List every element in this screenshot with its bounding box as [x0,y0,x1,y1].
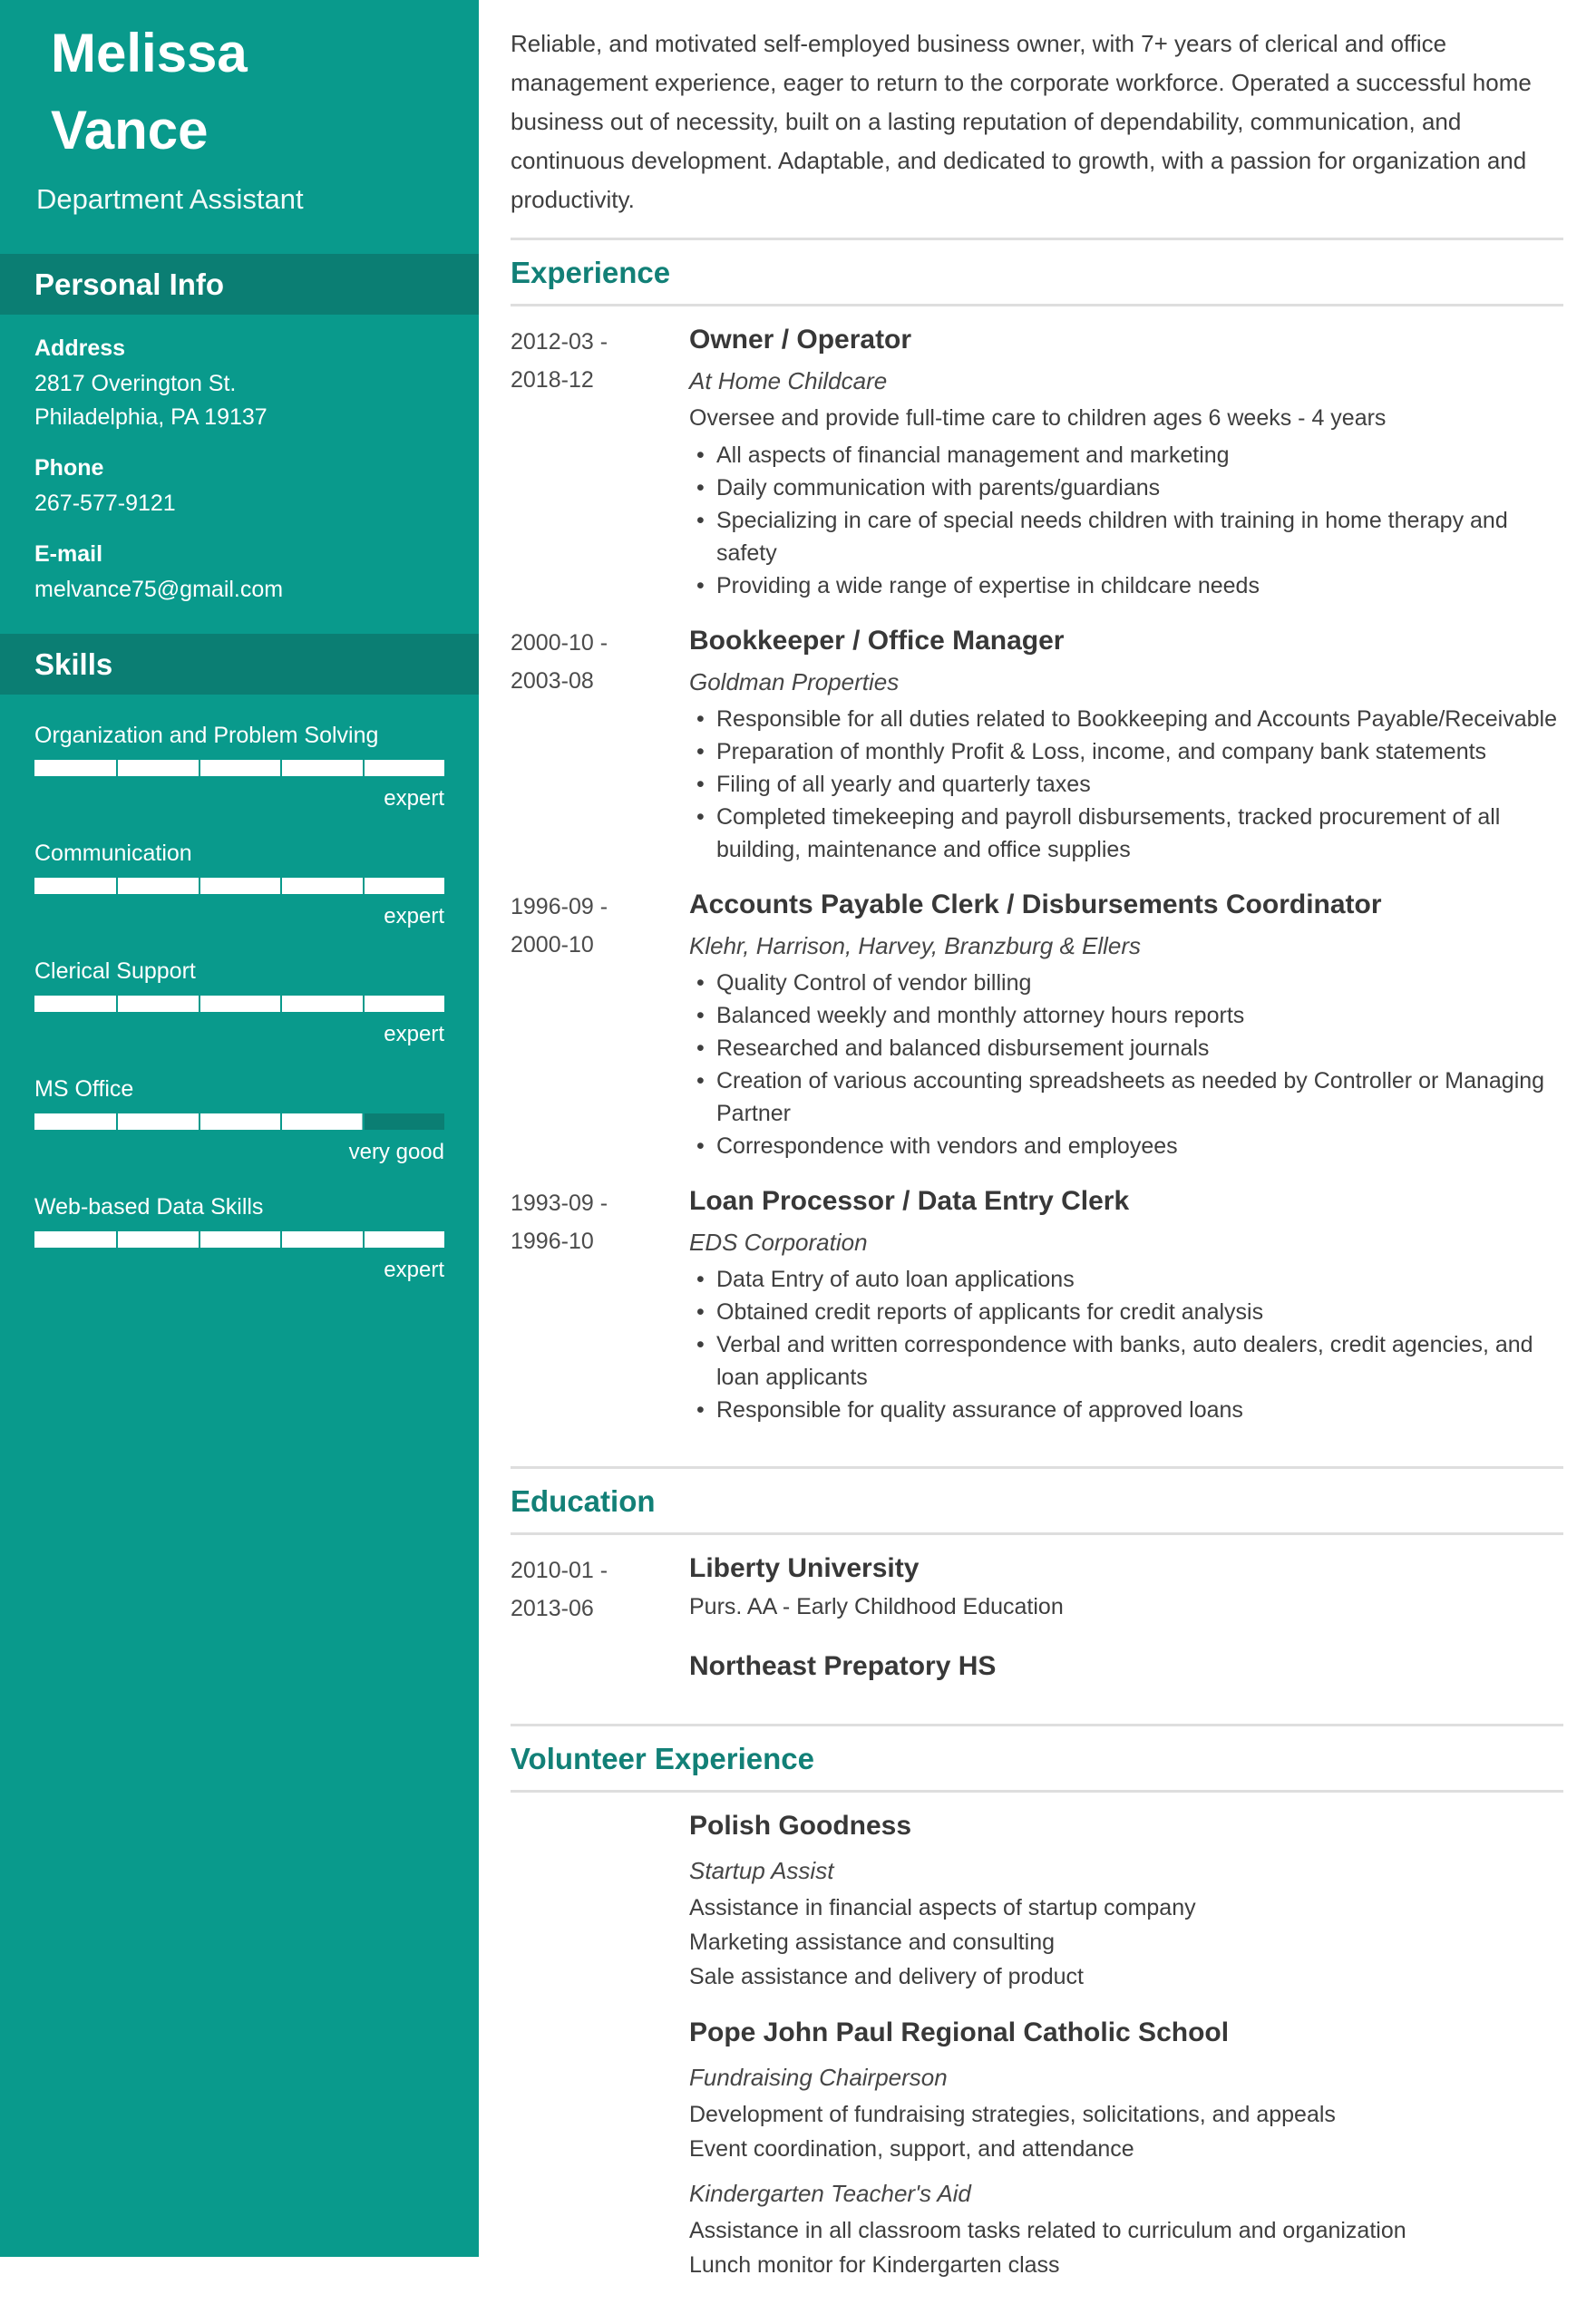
volunteer-role: Kindergarten Teacher's Aid [689,2180,971,2207]
volunteer-role: Startup Assist [689,1857,834,1884]
volunteer-entries [511,1809,1563,2304]
entry-date-range [511,323,689,602]
volunteer-activity: Marketing assistance and consulting [689,1930,1056,1955]
section-divider [511,304,1563,306]
education-section-heading: Education [511,1484,656,1518]
volunteer-role-block [689,2177,1563,2282]
skill-level-bar [34,878,444,894]
volunteer-role-lines [689,2097,1563,2166]
skill-item [34,840,444,930]
section-divider [511,1532,1563,1535]
skill-level-bar [34,760,444,776]
entry-bullet: • Responsible for all duties related to Bookkeeping and Accounts Payable/Receivable [689,703,1563,735]
candidate-name [0,0,479,169]
entry-job-title: Owner / Operator [689,325,912,355]
volunteer-role-lines [689,1891,1563,1994]
personal-info-label: Address [34,335,126,361]
entry-date-range [511,1809,689,1994]
personal-info-label: E-mail [34,541,103,567]
entry-bullet: • Quality Control of vendor billing [689,967,1563,999]
personal-info-values [34,573,444,607]
volunteer-activity: Lunch monitor for Kindergarten class [689,2252,1060,2278]
education-section [511,1466,1563,1706]
entry-bullet: • Data Entry of auto loan applications [689,1263,1563,1296]
entry-bullet-list [689,967,1563,1162]
entry-school-name: Liberty University [689,1553,920,1583]
entry-school-name: Northeast Prepatory HS [689,1651,997,1681]
volunteer-roles [689,2061,1563,2282]
entry-date-start: 2012-03 - [511,329,608,355]
skill-level-bar [34,1113,444,1130]
entry-bullet: • Filing of all yearly and quarterly taxes [689,768,1563,801]
entry-job-title: Loan Processor / Data Entry Clerk [689,1186,1130,1216]
volunteer-activity: Assistance in all classroom tasks related to curriculum and organization [689,2218,1406,2243]
personal-info-value: 2817 Overington St. [34,371,237,396]
experience-entry [511,624,1563,866]
entry-job-title: Accounts Payable Clerk / Disbursements Coordinator [689,890,1382,919]
entry-date-start: 1993-09 - [511,1191,608,1216]
personal-info-section [0,335,479,607]
skill-level-bar [34,996,444,1012]
entry-date-range [511,1184,689,1426]
skill-item [34,958,444,1048]
volunteer-roles [689,1854,1563,1994]
entry-bullet: • Specializing in care of special needs children with training in home therapy and safety [689,504,1563,569]
entry-body [689,1809,1563,1994]
education-entries [511,1551,1563,1706]
main-column [479,0,1596,2304]
entry-date-end: 2000-10 [511,932,594,958]
entry-description: Oversee and provide full-time care to children ages 6 weeks - 4 years [689,405,1387,431]
skill-level-bar [34,1231,444,1248]
entry-date-range [511,624,689,866]
entry-body [689,1649,1563,1684]
volunteer-section-heading: Volunteer Experience [511,1742,815,1775]
entry-bullet: • Correspondence with vendors and employees [689,1130,1563,1162]
skill-level-label: very good [348,1140,444,1164]
entry-body [689,1551,1563,1628]
entry-bullet: • Verbal and written correspondence with banks, auto dealers, credit agencies, and loan applicants [689,1328,1563,1394]
skill-item [34,1193,444,1284]
skills-section [0,722,479,1284]
entry-company: At Home Childcare [689,367,888,394]
entry-date-range [511,2016,689,2282]
volunteer-entry [511,2016,1563,2282]
entry-bullet-list [689,703,1563,866]
skill-item [34,722,444,812]
section-divider [511,238,1563,240]
candidate-last-name: Vance [51,100,209,160]
volunteer-activity: Assistance in financial aspects of startup company [689,1895,1196,1920]
entry-body [689,323,1563,602]
entry-date-range [511,1649,689,1684]
entry-date-end: 2003-08 [511,668,594,694]
personal-info-values [34,367,444,434]
entry-date-end: 2018-12 [511,367,594,393]
experience-section [511,238,1563,1448]
entry-degree: Purs. AA - Early Childhood Education [689,1594,1064,1619]
entry-company: EDS Corporation [689,1229,868,1256]
volunteer-entry [511,1809,1563,1994]
entry-date-range [511,1551,689,1628]
skill-name: Communication [34,841,192,866]
experience-section-heading: Experience [511,256,671,289]
personal-info-value: Philadelphia, PA 19137 [34,404,268,430]
experience-entry [511,323,1563,602]
volunteer-activity: Event coordination, support, and attendance [689,2136,1134,2162]
skill-name: MS Office [34,1076,134,1102]
education-entry [511,1551,1563,1628]
education-entry [511,1649,1563,1684]
volunteer-organization: Polish Goodness [689,1811,912,1841]
experience-entries [511,323,1563,1448]
entry-bullet-list [689,1263,1563,1426]
entry-bullet: • Creation of various accounting spreadsheets as needed by Controller or Managing Partner [689,1065,1563,1130]
entry-body [689,2016,1563,2282]
entry-company: Goldman Properties [689,668,900,695]
entry-bullet: • Completed timekeeping and payroll disbursements, tracked procurement of all building, maintenance and office supplies [689,801,1563,866]
personal-info-value: melvance75@gmail.com [34,577,284,602]
personal-info-field [34,335,444,434]
volunteer-role-block [689,2061,1563,2166]
section-divider [511,1724,1563,1726]
personal-info-heading: Personal Info [0,254,479,315]
section-divider [511,1790,1563,1793]
entry-body [689,1184,1563,1426]
skills-heading: Skills [0,634,479,695]
entry-bullet: • Researched and balanced disbursement journals [689,1032,1563,1065]
experience-entry [511,888,1563,1162]
skill-name: Web-based Data Skills [34,1194,264,1220]
candidate-job-title: Department Assistant [36,183,304,215]
skill-level-label: expert [384,1258,444,1282]
volunteer-role: Fundraising Chairperson [689,2064,948,2091]
entry-date-start: 1996-09 - [511,894,608,919]
entry-date-start: 2000-10 - [511,630,608,656]
entry-date-start: 2010-01 - [511,1558,608,1583]
skill-name: Clerical Support [34,958,196,984]
skill-level-label: expert [384,1022,444,1046]
experience-entry [511,1184,1563,1426]
skill-level-label: expert [384,786,444,811]
volunteer-role-lines [689,2213,1563,2282]
entry-job-title: Bookkeeper / Office Manager [689,626,1065,656]
volunteer-activity: Development of fundraising strategies, solicitations, and appeals [689,2102,1336,2127]
entry-date-range [511,888,689,1162]
entry-bullet: • All aspects of financial management and marketing [689,439,1563,471]
personal-info-value: 267-577-9121 [34,491,176,516]
entry-date-end: 2013-06 [511,1596,594,1621]
entry-bullet-list [689,439,1563,602]
professional-summary: Reliable, and motivated self-employed business owner, with 7+ years of clerical and office management experience, eager to return to the corporate workforce. Operated a successful home business out of necessity, built on a lasting reputation of dependability, communication, and continuous development. Adaptable, and dedicated to growth, with a passion for organization and productivity. [511,30,1532,213]
entry-bullet: • Balanced weekly and monthly attorney hours reports [689,999,1563,1032]
entry-bullet: • Daily communication with parents/guardians [689,471,1563,504]
entry-bullet: • Providing a wide range of expertise in childcare needs [689,569,1563,602]
volunteer-section [511,1724,1563,2304]
entry-body [689,624,1563,866]
entry-bullet: • Obtained credit reports of applicants for credit analysis [689,1296,1563,1328]
section-divider [511,1466,1563,1469]
personal-info-field [34,454,444,520]
personal-info-label: Phone [34,455,104,481]
entry-date-end: 1996-10 [511,1229,594,1254]
volunteer-role-block [689,1854,1563,1994]
entry-company: Klehr, Harrison, Harvey, Branzburg & Ellers [689,932,1142,959]
candidate-first-name: Melissa [51,23,248,83]
entry-body [689,888,1563,1162]
volunteer-organization: Pope John Paul Regional Catholic School [689,2017,1230,2047]
sidebar [0,0,479,2257]
skill-name: Organization and Problem Solving [34,723,379,748]
entry-bullet: • Preparation of monthly Profit & Loss, income, and company bank statements [689,735,1563,768]
skill-level-label: expert [384,904,444,928]
entry-bullet: • Responsible for quality assurance of approved loans [689,1394,1563,1426]
skill-item [34,1075,444,1166]
personal-info-field [34,540,444,607]
personal-info-values [34,487,444,520]
volunteer-activity: Sale assistance and delivery of product [689,1964,1084,1989]
